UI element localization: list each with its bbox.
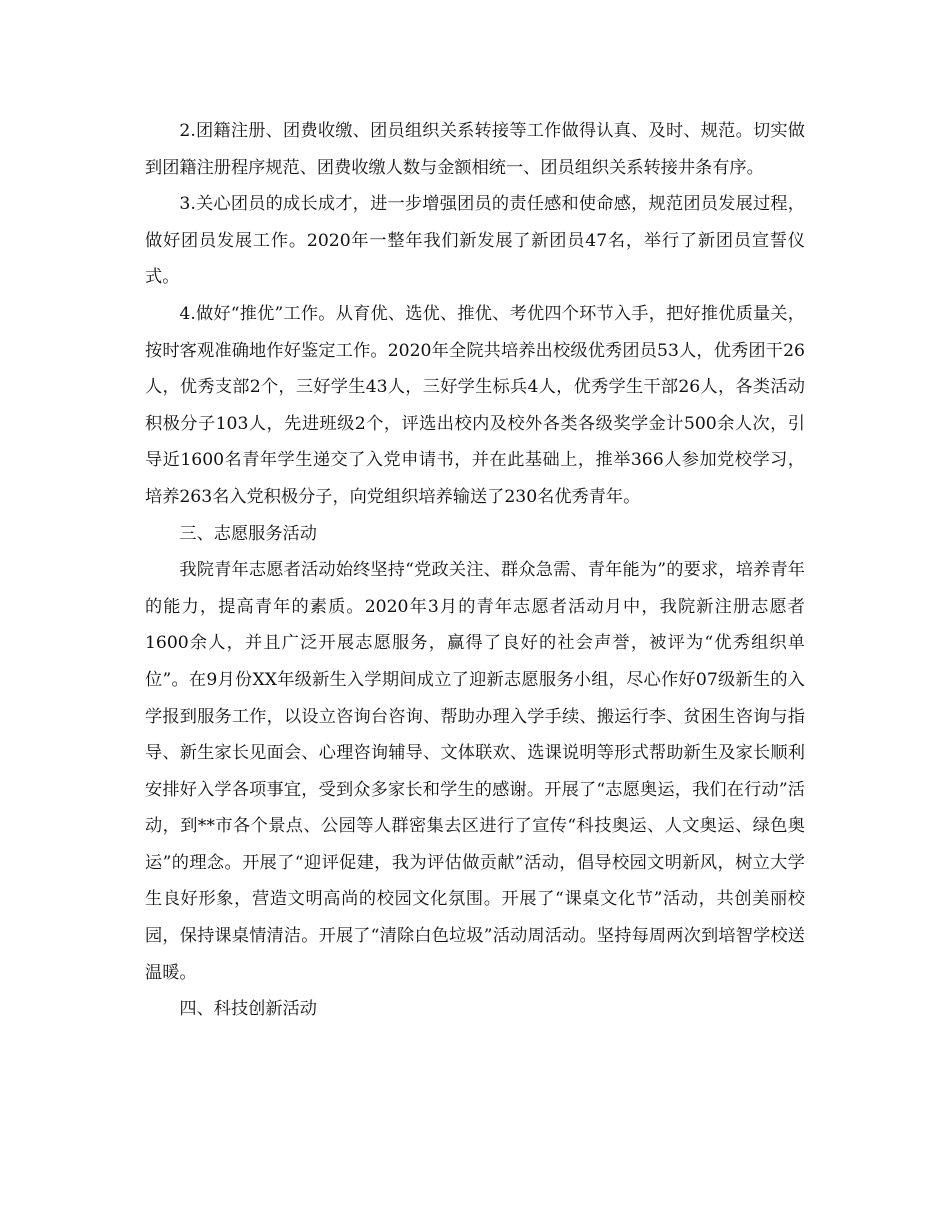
paragraph-recommend-excellent: 4.做好“推优”工作。从育优、选优、推优、考优四个环节入手，把好推优质量关，按时客观准确地作好鉴定工作。2020年全院共培养出校级优秀团员53人，优秀团干26人，优秀支部2个，三好学生43人，三好学生标兵4人，优秀学生干部26人，各类活动积极分子103人，先进班级2个，评选出校内及校外各类各级奖学金计500余人次，引导近1600名青年学生递交了入党申请书，并在此基础上，推举366人参加党校学习，培养263名入党积极分子，向党组织培养输送了230名优秀青年。 <box>145 303 805 507</box>
document-body <box>145 113 805 1028</box>
paragraph-member-growth: 3.关心团员的成长成才，进一步增强团员的责任感和使命感，规范团员发展过程，做好团员发展工作。2020年一整年我们新发展了新团员47名，举行了新团员宣誓仪式。 <box>145 194 805 288</box>
section-heading-volunteer-service: 三、志愿服务活动 <box>179 523 317 544</box>
paragraph-registration: 2.团籍注册、团费收缴、团员组织关系转接等工作做得认真、及时、规范。切实做到团籍注册程序规范、团费收缴人数与金额相统一、团员组织关系转接井条有序。 <box>145 121 805 178</box>
paragraph-volunteer-activities: 我院青年志愿者活动始终坚持“党政关注、群众急需、青年能为”的要求，培养青年的能力，提高青年的素质。2020年3月的青年志愿者活动月中，我院新注册志愿者1600余人，并且广泛开展志愿服务，赢得了良好的社会声誉，被评为“优秀组织单位”。在9月份XX年级新生入学期间成立了迎新志愿服务小组，尽心作好07级新生的入学报到服务工作，以设立咨询台咨询、帮助办理入学手续、搬运行李、贫困生咨询与指导、新生家长见面会、心理咨询辅导、文体联欢、选课说明等形式帮助新生及家长顺利安排好入学各项事宜，受到众多家长和学生的感谢。开展了“志愿奥运，我们在行动”活动，到**市各个景点、公园等人群密集去区进行了宣传“科技奥运、人文奥运、绿色奥运”的理念。开展了“迎评促建，我为评估做贡献”活动，倡导校园文明新风，树立大学生良好形象，营造文明高尚的校园文化氛围。开展了“课桌文化节”活动，共创美丽校园，保持课桌情清洁。开展了“清除白色垃圾”活动周活动。坚持每周两次到培智学校送温暖。 <box>145 560 805 983</box>
section-heading-tech-innovation: 四、科技创新活动 <box>179 999 317 1020</box>
